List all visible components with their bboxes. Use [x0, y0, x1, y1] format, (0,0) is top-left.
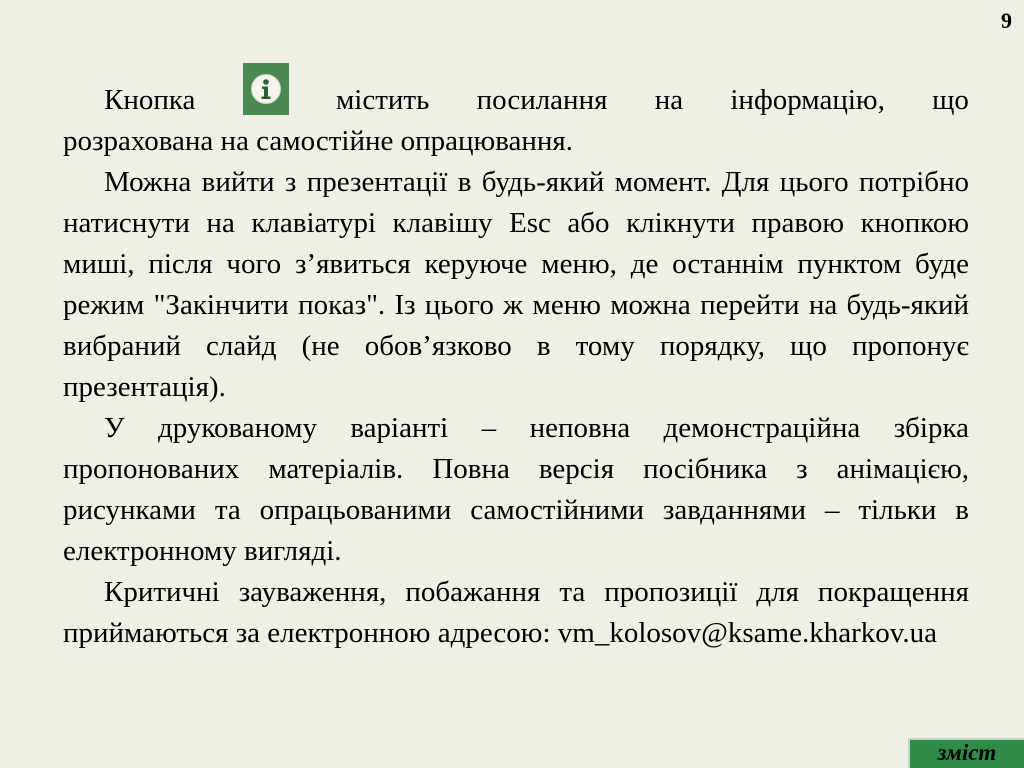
paragraph-4: Критичні зауваження, побажання та пропозиції для покращення приймаються за електронною адресою: vm_kolosov@ksame.kharkov.ua	[63, 576, 969, 649]
paragraph-1-first-line	[63, 80, 969, 121]
paragraph-2: Можна вийти з презентації в будь-який момент. Для цього потрібно натиснути на клавіатурі клавішу Esc або клікнути правою кнопкою миші, після чого з’явиться керуюче меню, де останнім пунктом буде режим "Закінчити показ". Із цього ж меню можна перейти на будь-який вибраний слайд (не обов’язково в тому порядку, що пропонує презентація).	[63, 166, 969, 403]
paragraph-1-word: посилання	[476, 84, 608, 116]
slide-text	[63, 80, 969, 654]
info-button[interactable]	[243, 63, 289, 115]
paragraph-1-word: на	[654, 84, 684, 116]
page-number: 9	[1001, 8, 1012, 33]
info-icon	[250, 73, 282, 105]
paragraph-3: У друкованому варіанті – неповна демонстраційна збірка пропонованих матеріалів. Повна версія посібника з анімацією, рисунками та опрацьованими самостійними завданнями – тільки в електронному вигляді.	[63, 412, 969, 567]
paragraph-1-word: містить	[335, 84, 430, 116]
contents-button[interactable]: зміст	[908, 738, 1024, 768]
paragraph-1-word: що	[932, 84, 969, 116]
paragraph-1-rest: розрахована на самостійне опрацювання.	[63, 125, 574, 157]
paragraph-1-word: Кнопка	[104, 84, 196, 116]
paragraph-1-word: інформацію,	[730, 84, 885, 116]
